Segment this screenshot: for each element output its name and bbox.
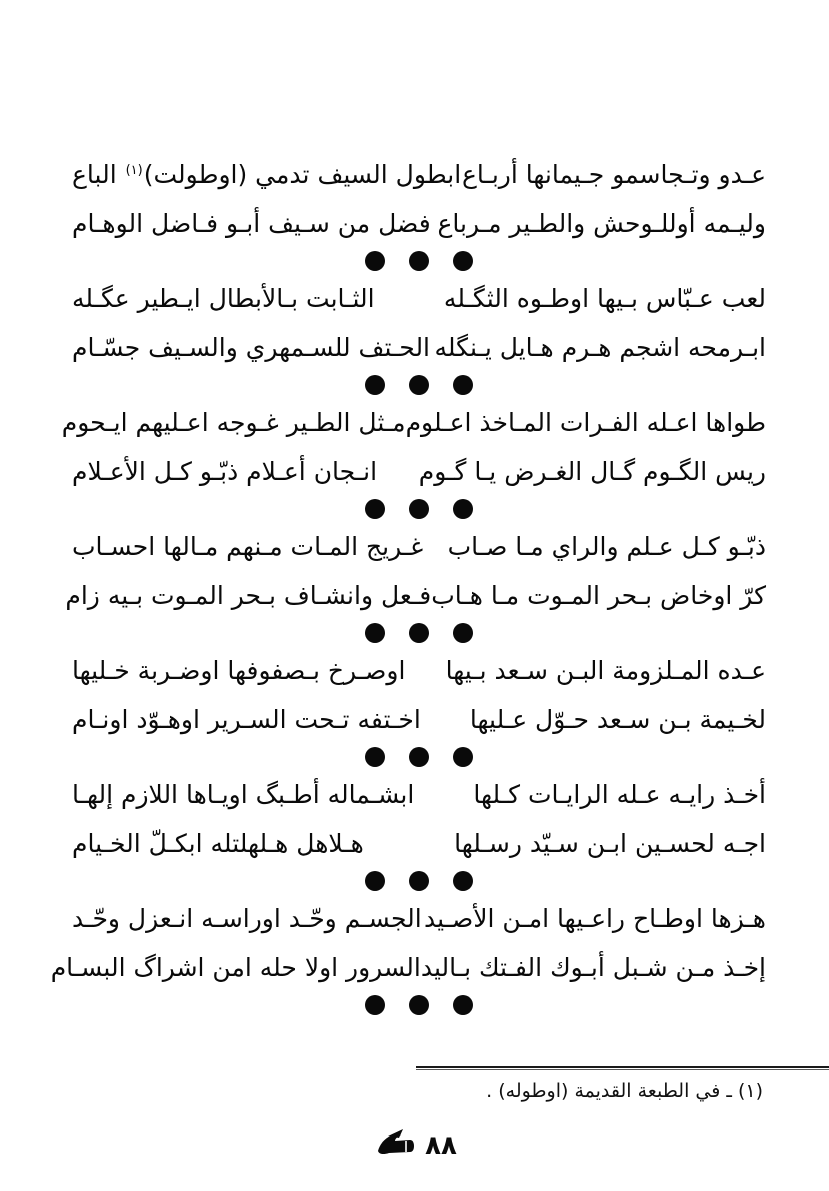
stanza bbox=[72, 770, 766, 868]
hemistich-left: الحـتف للسـمهري والسـيف جسّـام bbox=[72, 333, 431, 362]
calligraphic-flourish-icon bbox=[372, 1128, 422, 1164]
hemistich-left: اخـتفه تـحت السـرير اوهـوّد اونـام bbox=[72, 705, 421, 734]
separator-dot bbox=[409, 251, 429, 271]
verse-line bbox=[72, 447, 766, 496]
separator-dot bbox=[453, 871, 473, 891]
page-number: ٨٨ bbox=[425, 1131, 457, 1161]
footnote-divider bbox=[416, 1066, 829, 1070]
stanza-separator bbox=[72, 620, 766, 646]
verse-line bbox=[72, 150, 766, 199]
hemistich-left: الجسـم وحّـد اوراسـه انـعزل وحّـد bbox=[72, 904, 422, 933]
separator-dot bbox=[409, 747, 429, 767]
separator-dot bbox=[409, 375, 429, 395]
stanza-separator bbox=[72, 992, 766, 1018]
separator-dot bbox=[453, 375, 473, 395]
hemistich-right: ابـرمحه اشجم هـرم هـايل يـنگله bbox=[434, 333, 766, 362]
hemistich-right: عـده المـلزومة البـن سـعد بـيها bbox=[445, 656, 766, 685]
hemistich-left: فضل من سـيف أبـو فـاضل الوهـام bbox=[72, 209, 431, 238]
verse-line bbox=[72, 199, 766, 248]
verse-line bbox=[61, 398, 766, 447]
separator-dot bbox=[409, 623, 429, 643]
verse-line bbox=[72, 323, 766, 372]
separator-dot bbox=[409, 871, 429, 891]
hemistich-right: وليـمه أوللـوحش والطـير مـرباع bbox=[437, 209, 766, 238]
separator-dot bbox=[453, 995, 473, 1015]
verse-line bbox=[72, 646, 766, 695]
stanza bbox=[72, 274, 766, 372]
verse-line bbox=[72, 819, 766, 868]
hemistich-left-text: ابطول السيف تدمي (اوطولت) bbox=[143, 160, 462, 189]
stanza-separator bbox=[72, 248, 766, 274]
verse-line bbox=[72, 522, 766, 571]
separator-dot bbox=[453, 499, 473, 519]
hemistich-left: السرور اولا حله امن اشراگ البسـام bbox=[50, 953, 421, 982]
hemistich-left: مـثل الطـير غـوجه اعـليهم ايـحوم bbox=[61, 408, 406, 437]
verse-line bbox=[72, 695, 766, 744]
poem-body bbox=[50, 150, 766, 1018]
separator-dot bbox=[365, 375, 385, 395]
hemistich-left: غـريج المـات مـنهم مـالها احسـاب bbox=[72, 532, 424, 561]
stanza bbox=[50, 894, 766, 992]
separator-dot bbox=[453, 251, 473, 271]
separator-dot bbox=[365, 499, 385, 519]
hemistich-right: هـزها اوطـاح راعـيها امـن الأصـيد bbox=[424, 904, 766, 933]
stanza-separator bbox=[72, 372, 766, 398]
hemistich-right: عـدو وتـجاسمو جـيمانها أربـاع bbox=[461, 160, 766, 189]
separator-dot bbox=[453, 623, 473, 643]
stanza bbox=[72, 150, 766, 248]
page-footer bbox=[0, 1128, 829, 1164]
hemistich-right: أخـذ رايـه عـله الرايـات كـلها bbox=[473, 780, 766, 809]
footnote-ref: (١) bbox=[125, 162, 143, 178]
hemistich-right: كرّ اوخاض بـحر المـوت مـا هـاب bbox=[431, 581, 766, 610]
hemistich-right: ذبّـو كـل عـلم والراي مـا صـاب bbox=[447, 532, 766, 561]
hemistich-left: انـجان أعـلام ذبّـو كـل الأعـلام bbox=[72, 457, 378, 486]
verse-line bbox=[72, 894, 766, 943]
hemistich-right: طواها اعـله الفـرات المـاخذ اعـلوم bbox=[405, 408, 766, 437]
hemistich-left bbox=[72, 150, 461, 199]
hemistich-right: لخـيمة بـن سـعد حـوّل عـليها bbox=[469, 705, 766, 734]
hemistich-left: الثـابت بـالأبطال ايـطير عگـله bbox=[72, 284, 375, 313]
hemistich-left: اوصـرخ بـصفوفها اوضـربة خـليها bbox=[72, 656, 406, 685]
separator-dot bbox=[409, 995, 429, 1015]
footnote: (١) ـ في الطبعة القديمة (اوطوله) . bbox=[486, 1080, 763, 1102]
verse-line bbox=[50, 943, 766, 992]
stanza-separator bbox=[72, 496, 766, 522]
separator-dot bbox=[409, 499, 429, 519]
hemistich-right: لعب عـبّاس بـيها اوطـوه الثگـله bbox=[443, 284, 766, 313]
separator-dot bbox=[365, 251, 385, 271]
separator-dot bbox=[365, 995, 385, 1015]
stanza bbox=[72, 646, 766, 744]
separator-dot bbox=[365, 747, 385, 767]
separator-dot bbox=[365, 623, 385, 643]
separator-dot bbox=[365, 871, 385, 891]
verse-line bbox=[65, 571, 766, 620]
hemistich-left: فـعل وانشـاف بـحر المـوت بـيه زام bbox=[65, 581, 432, 610]
stanza bbox=[65, 522, 766, 620]
separator-dot bbox=[453, 747, 473, 767]
verse-line bbox=[72, 770, 766, 819]
hemistich-right: إخـذ مـن شـبل أبـوك الفـتك بـاليد bbox=[420, 953, 766, 982]
stanza bbox=[61, 398, 766, 496]
hemistich-left-tail: الباع bbox=[72, 160, 125, 189]
stanza-separator bbox=[72, 868, 766, 894]
stanza-separator bbox=[72, 744, 766, 770]
hemistich-left: هـلاهل هـلهلتله ابكـلّ الخـيام bbox=[72, 829, 364, 858]
verse-line bbox=[72, 274, 766, 323]
hemistich-right: اجـه لحسـين ابـن سـيّد رسـلها bbox=[454, 829, 766, 858]
hemistich-left: ابشـماله أطـبگ اويـاها اللازم إلهـا bbox=[72, 780, 415, 809]
hemistich-right: ريس الگـوم گـال الغـرض يـا گـوم bbox=[418, 457, 766, 486]
